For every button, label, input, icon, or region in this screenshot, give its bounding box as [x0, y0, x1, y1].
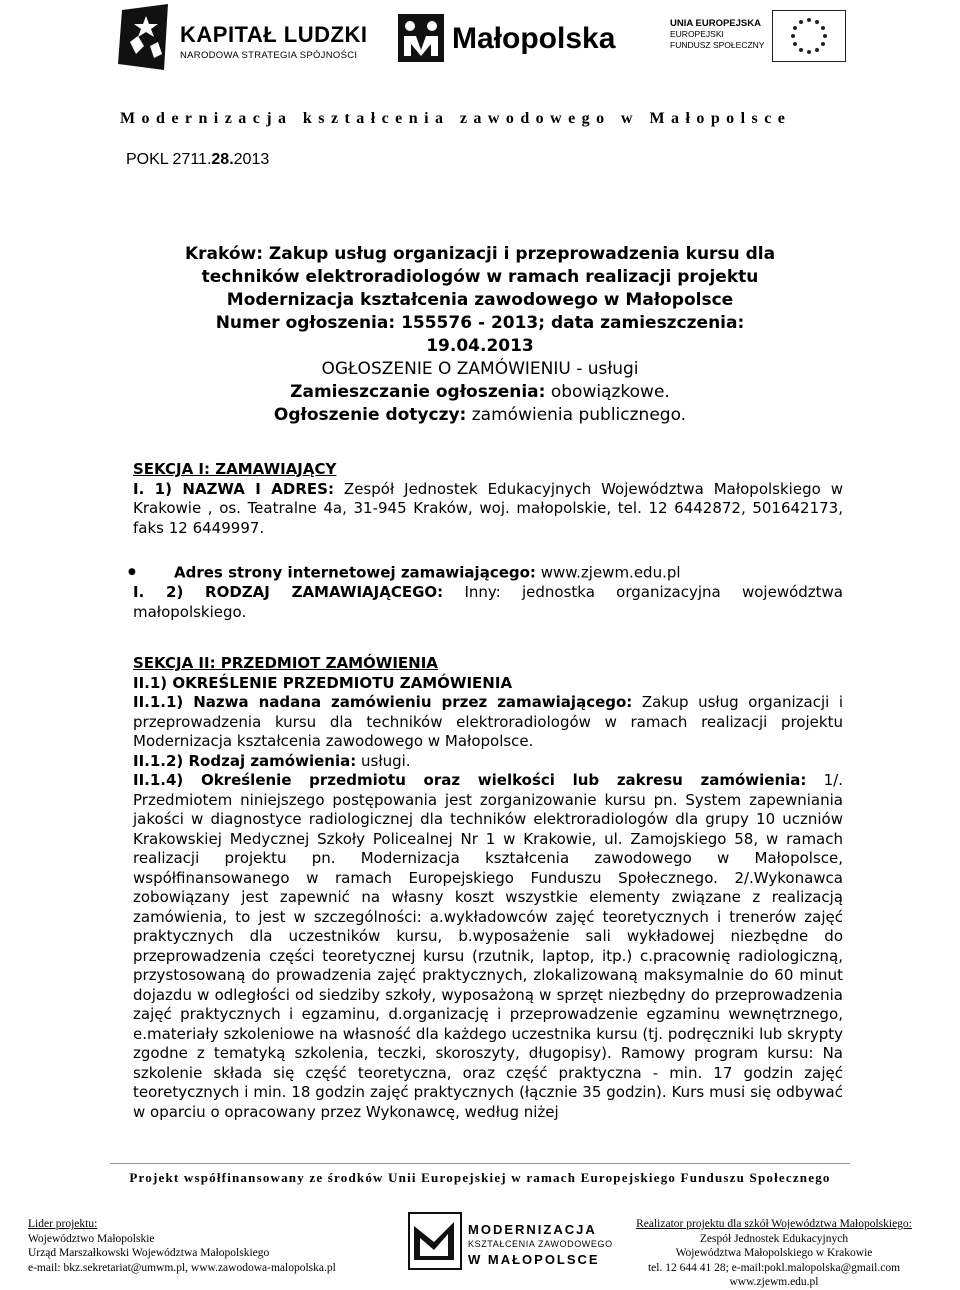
title-line-1: Kraków: Zakup usług organizacji i przeprowadzenia kursu dla — [184, 244, 776, 264]
concerns-value: zamówienia publicznego. — [466, 405, 687, 425]
doc-number-prefix: POKL 2711. — [126, 151, 212, 168]
title-line-7 — [120, 381, 840, 404]
bullet-icon: ● — [128, 567, 136, 577]
realizer-line-4[interactable]: www.zjewm.edu.pl — [729, 1276, 819, 1288]
footer-divider — [110, 1163, 850, 1164]
section-1-heading: SEKCJA I: ZAMAWIAJĄCY — [133, 460, 337, 478]
header-tagline: Modernizacja kształcenia zawodowego w Małopolsce — [120, 110, 792, 127]
i1-value: Zespół Jednostek Edukacyjnych Województwa Małopolskiego w Krakowie , os. Teatralne 4a, 31-945 Kraków, woj. małopolskie, tel. 12 6442872, 501642173, faks 12 6449997. — [133, 479, 843, 537]
eu-line2: EUROPEJSKI — [670, 29, 724, 39]
i1-label: I. 1) NAZWA I ADRES: — [133, 479, 334, 498]
ii11-label: II.1.1) Nazwa nadana zamówieniu przez zamawiającego: — [133, 693, 633, 711]
title-line-5: 19.04.2013 — [426, 336, 534, 356]
malopolska-logo-icon — [398, 14, 444, 62]
doc-number-bold: 28. — [211, 151, 234, 168]
ii11-paragraph — [133, 693, 843, 752]
realizer-title: Realizator projektu dla szkół Województwa Małopolskiego: — [636, 1218, 912, 1230]
section-1 — [133, 460, 843, 538]
concerns-label: Ogłoszenie dotyczy: — [273, 405, 467, 425]
leader-line-3[interactable]: e-mail: bkz.sekretariat@umwm.pl, www.zawodowa-malopolska.pl — [28, 1261, 336, 1274]
ii1-heading: II.1) OKREŚLENIE PRZEDMIOTU ZAMÓWIENIA — [133, 673, 513, 692]
website-bullet — [128, 563, 843, 583]
eu-line1: UNIA EUROPEJSKA — [670, 18, 761, 29]
title-line-2: techników elektroradiologów w ramach realizacji projektu — [201, 267, 759, 287]
section-1-name-address — [133, 480, 843, 539]
ii11-value: Zakup usług organizacji i przeprowadzenia kursu dla techników elektroradiologów w ramach realizacji projektu Modernizacja kształcenia zawodowego w Małopolsce. — [133, 693, 843, 750]
document-number — [126, 151, 269, 169]
kapital-ludzki-subtitle: NARODOWA STRATEGIA SPÓJNOŚCI — [180, 50, 358, 61]
leader-title: Lider projektu: — [28, 1218, 98, 1230]
realizer-line-1: Zespół Jednostek Edukacyjnych — [699, 1232, 849, 1245]
modernizacja-logo-icon — [408, 1212, 462, 1270]
mod-logo-line1: MODERNIZACJA — [468, 1222, 597, 1237]
title-line-6: OGŁOSZENIE O ZAMÓWIENIU - usługi — [321, 359, 639, 379]
kapital-ludzki-logo-icon — [116, 2, 176, 74]
ii12-value: usługi. — [356, 751, 411, 770]
publication-value: obowiązkowe. — [545, 382, 670, 402]
ii12-label: II.1.2) Rodzaj zamówienia: — [133, 751, 357, 770]
footer-cofinance: Projekt współfinansowany ze środków Unii Europejskiej w ramach Europejskiego Funduszu Społecznego — [129, 1170, 831, 1185]
title-line-4: Numer ogłoszenia: 155576 - 2013; data zamieszczenia: — [215, 313, 745, 333]
realizer-line-3[interactable]: tel. 12 644 41 28; e-mail:pokl.malopolska@gmail.com — [647, 1261, 901, 1274]
malopolska-logo-text: Małopolska — [452, 22, 616, 55]
ii14-value: 1/. Przedmiotem niniejszego postępowania jest zorganizowanie kursu pn. System zapewniania jakości w diagnostyce radiologicznej dla techników elektroradiologów dla grupy 10 uczniów Krakowskiej Medycznej Szkoły Policealnej Nr 1 w Krakowie, ul. Zamojskiego 58, w ramach realizacji projektu pn. Modernizacja kształcenia zawodowego w Małopolsce, współfinansowanego w ramach Europejskiego Funduszu Społecznego. 2/.Wykonawca zobowiązany jest zapewnić na własny koszt wszystkie elementy związane z realizacją zamówienia, to jest w szczególności: a.wykładowców zajęć teoretycznych i trenerów zajęć praktycznych dla uczestników kursu, b.wyposażenie sali wykładowej niezbędne do przeprowadzenia części teoretycznej kursu (rzutnik, laptop, itp.) c.pracownię radiologiczną, przystosowaną do prowadzenia zajęć praktycznych, zlokalizowaną maksymalnie do 60 minut dojazdu w odległości od siedziby szkoły, wyposażoną w sprzęt niezbędny do przeprowadzenia zajęć praktycznych i egzaminu, d.organizację i przeprowadzenie egzaminu wewnętrznego, e.materiały szkoleniowe na własność dla każdego uczestnika kursu (tj. podręczniki lub skrypty zgodne z tematyką szkolenia, teczki, skoroszyty, długopisy). Ramowy program kursu: Na szkolenie składa się część teoretyczna, oraz część praktyczna - min. 17 godzin zajęć teoretycznych i min. 18 godzin zajęć praktycznych (łącznie 35 godzin). Kurs musi się odbywać w oparciu o opracowany przez Wykonawcę, według niżej — [133, 771, 843, 1121]
ii14-paragraph — [133, 771, 843, 1122]
publication-label: Zamieszczanie ogłoszenia: — [290, 382, 546, 402]
section-2-heading: SEKCJA II: PRZEDMIOT ZAMÓWIENIA — [133, 654, 438, 672]
kapital-ludzki-title: KAPITAŁ LUDZKI — [180, 22, 368, 47]
title-line-8 — [120, 404, 840, 427]
i2-label: I. 2) RODZAJ ZAMAWIAJĄCEGO: — [133, 583, 444, 601]
title-line-3: Modernizacja kształcenia zawodowego w Małopolsce — [226, 290, 734, 310]
eu-flag-icon — [772, 10, 846, 62]
doc-number-suffix: 2013 — [233, 151, 270, 168]
mod-logo-line2: KSZTAŁCENIA ZAWODOWEGO — [468, 1239, 613, 1249]
realizer-line-2: Województwa Małopolskiego w Krakowie — [675, 1247, 873, 1259]
leader-line-1: Województwo Małopolskie — [28, 1232, 155, 1245]
leader-line-2: Urząd Marszałkowski Województwa Małopolskiego — [28, 1247, 270, 1259]
eu-logo-text — [670, 18, 764, 51]
announcement-title — [120, 243, 840, 427]
ii12-paragraph — [133, 752, 843, 772]
modernizacja-logo-text — [468, 1222, 613, 1267]
website-label: Adres strony internetowej zamawiającego: — [174, 563, 536, 582]
ii14-label: II.1.4) Określenie przedmiotu oraz wielkości lub zakresu zamówienia: — [133, 771, 807, 789]
i2-value: Inny: jednostka organizacyjna województwa małopolskiego. — [133, 583, 843, 621]
mod-logo-line3: W MAŁOPOLSCE — [468, 1252, 600, 1267]
website-value: www.zjewm.edu.pl — [535, 563, 681, 582]
eu-line3: FUNDUSZ SPOŁECZNY — [670, 40, 765, 50]
footer-leader — [28, 1217, 336, 1275]
section-1-type — [133, 583, 843, 622]
footer-realizer — [630, 1217, 918, 1290]
section-2 — [133, 654, 843, 1122]
